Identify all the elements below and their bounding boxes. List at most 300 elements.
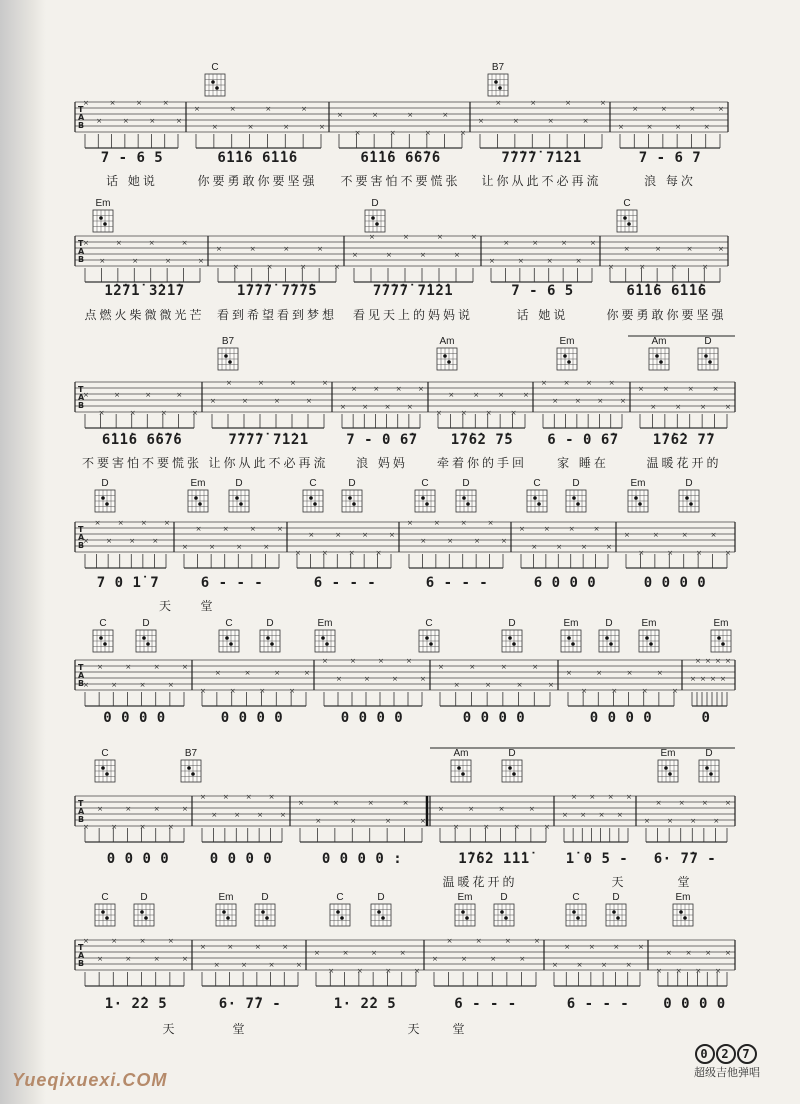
chord-label: B7	[184, 748, 198, 759]
fret-mark: ×	[232, 263, 239, 271]
measure-lyrics: 天	[158, 599, 174, 613]
measure-lyrics: 天	[611, 875, 627, 889]
fret-mark: ×	[153, 805, 160, 813]
fret-mark: ×	[210, 397, 216, 405]
fret-mark: ×	[258, 379, 264, 387]
chord-label: D	[462, 478, 470, 489]
fret-mark: ×	[83, 239, 89, 247]
chord-finger-dot	[225, 636, 229, 640]
fret-mark: ×	[352, 251, 358, 259]
fret-mark: ×	[620, 397, 626, 405]
chord-finger-dot	[375, 222, 379, 226]
fret-mark: ×	[234, 811, 241, 819]
fret-mark: ×	[490, 955, 497, 963]
chord-finger-dot	[340, 916, 344, 920]
chord-finger-dot	[103, 642, 107, 646]
fret-mark: ×	[364, 675, 370, 683]
chord-label: Em	[641, 618, 657, 629]
fret-mark: ×	[162, 99, 169, 107]
tab-clef-letter: A	[78, 533, 85, 542]
measure-notes: 7̇7̇7̇7̇ 7̇1̇2̇1	[372, 283, 454, 299]
fret-mark: ×	[247, 123, 254, 131]
fret-mark: ×	[580, 811, 587, 819]
fret-mark: ×	[198, 257, 204, 265]
fret-mark: ×	[460, 519, 467, 527]
chord-finger-dot	[144, 916, 148, 920]
chord-finger-dot	[689, 502, 693, 506]
chord-finger-dot	[270, 642, 274, 646]
chord-label: C	[99, 618, 107, 629]
fret-mark: ×	[593, 525, 600, 533]
chord-finger-dot	[191, 772, 195, 776]
fret-mark: ×	[334, 263, 340, 271]
fret-mark: ×	[407, 519, 413, 527]
fret-mark: ×	[96, 117, 103, 125]
chord-finger-dot	[105, 502, 109, 506]
measure-lyrics: 温暖花开的	[442, 875, 518, 889]
chord-label: Em	[218, 892, 234, 903]
chord-finger-dot	[229, 642, 233, 646]
chord-finger-dot	[605, 636, 609, 640]
page-digit: 2	[716, 1044, 736, 1064]
measure-lyrics: 天	[162, 1022, 178, 1036]
fret-mark: ×	[606, 543, 612, 551]
fret-mark: ×	[295, 549, 301, 557]
tab-clef-letter: T	[78, 663, 84, 672]
fret-mark: ×	[690, 675, 696, 683]
fret-mark: ×	[446, 937, 453, 945]
fret-mark: ×	[213, 961, 220, 969]
chord-finger-dot	[638, 502, 642, 506]
fret-mark: ×	[644, 817, 650, 825]
fret-mark: ×	[667, 549, 674, 557]
tab-clef-letter: B	[78, 255, 85, 264]
fret-mark: ×	[701, 799, 708, 807]
measure-lyrics: 你要勇敢你要坚强	[606, 308, 727, 322]
fret-mark: ×	[249, 525, 256, 533]
measure-notes: 6̇1̇1̇6 6̇6̇7̇6	[360, 150, 441, 166]
chord-label: D	[371, 198, 379, 209]
fret-mark: ×	[487, 519, 494, 527]
chord-label: Em	[317, 618, 333, 629]
chord-finger-dot	[512, 642, 516, 646]
fret-mark: ×	[304, 669, 310, 677]
fret-mark: ×	[259, 687, 266, 695]
tab-clef-letter: A	[78, 951, 85, 960]
fret-mark: ×	[367, 799, 374, 807]
fret-mark: ×	[608, 263, 614, 271]
fret-mark: ×	[125, 955, 132, 963]
chord-finger-dot	[443, 354, 447, 358]
fret-mark: ×	[378, 657, 384, 665]
fret-mark: ×	[274, 397, 280, 405]
chord-finger-dot	[142, 636, 146, 640]
fret-mark: ×	[448, 391, 455, 399]
fret-mark: ×	[268, 793, 275, 801]
fret-mark: ×	[601, 961, 608, 969]
chord-finger-dot	[371, 216, 375, 220]
chord-label: D	[705, 748, 713, 759]
fret-mark: ×	[696, 549, 703, 557]
fret-mark: ×	[97, 955, 104, 963]
fret-mark: ×	[475, 937, 482, 945]
fret-mark: ×	[319, 123, 325, 131]
fret-mark: ×	[420, 675, 426, 683]
fret-mark: ×	[571, 793, 578, 801]
fret-mark: ×	[314, 949, 320, 957]
fret-mark: ×	[618, 123, 624, 131]
fret-mark: ×	[418, 385, 424, 393]
fret-mark: ×	[99, 257, 106, 265]
chord-label: D	[377, 892, 385, 903]
chord-finger-dot	[99, 216, 103, 220]
fret-mark: ×	[268, 961, 275, 969]
measure-lyrics: 看见天上的妈妈说	[352, 308, 473, 322]
chord-finger-dot	[105, 772, 109, 776]
fret-mark: ×	[638, 385, 644, 393]
fret-mark: ×	[626, 669, 633, 677]
fret-mark: ×	[433, 519, 440, 527]
chord-label: Em	[660, 748, 676, 759]
fret-mark: ×	[715, 657, 721, 665]
chord-finger-dot	[709, 772, 713, 776]
chord-label: C	[101, 748, 109, 759]
chord-label: Em	[190, 478, 206, 489]
chord-label: D	[685, 478, 693, 489]
chord-label: D	[508, 748, 516, 759]
fret-mark: ×	[280, 811, 286, 819]
fret-mark: ×	[254, 943, 261, 951]
fret-mark: ×	[608, 379, 615, 387]
fret-mark: ×	[149, 117, 156, 125]
fret-mark: ×	[83, 681, 89, 689]
chord-finger-dot	[634, 496, 638, 500]
measure-notes: 0 0 0 0	[103, 710, 166, 726]
tab-clef-letter: A	[78, 393, 85, 402]
fret-mark: ×	[140, 519, 147, 527]
chord-finger-dot	[239, 502, 243, 506]
measure-notes: 1̇7̇7̇7̇ 7̇7̇7̇5	[236, 283, 318, 299]
fret-mark: ×	[139, 681, 146, 689]
fret-mark: ×	[700, 403, 707, 411]
fret-mark: ×	[371, 949, 378, 957]
fret-mark: ×	[478, 117, 484, 125]
chord-label: C	[421, 478, 429, 489]
fret-mark: ×	[129, 409, 136, 417]
fret-mark: ×	[350, 817, 357, 825]
measure-notes: 6 - - -	[425, 575, 489, 591]
fret-mark: ×	[713, 817, 720, 825]
measure-lyrics: 浪 妈妈	[356, 456, 408, 470]
chord-finger-dot	[222, 910, 226, 914]
fret-mark: ×	[582, 117, 589, 125]
fret-mark: ×	[442, 111, 449, 119]
fret-mark: ×	[290, 379, 296, 387]
measure-notes: 7̇7̇7̇7̇ 7̇1̇2̇1	[501, 150, 582, 166]
measure-notes: 0 0 0 0	[663, 996, 726, 1012]
fret-mark: ×	[97, 663, 104, 671]
chord-label: C	[623, 198, 631, 209]
fret-mark: ×	[200, 687, 206, 695]
chord-finger-dot	[425, 636, 429, 640]
fret-mark: ×	[720, 675, 726, 683]
fret-mark: ×	[495, 99, 502, 107]
chord-finger-dot	[664, 766, 668, 770]
chord-label: C	[101, 892, 109, 903]
fret-mark: ×	[98, 409, 105, 417]
fret-mark: ×	[596, 669, 603, 677]
fret-mark: ×	[625, 961, 632, 969]
fret-mark: ×	[660, 105, 667, 113]
chord-label: Em	[457, 892, 473, 903]
chord-label: Em	[559, 336, 575, 347]
fret-mark: ×	[655, 245, 662, 253]
fret-mark: ×	[257, 811, 264, 819]
tab-clef-letter: B	[78, 121, 85, 130]
fret-mark: ×	[389, 129, 396, 137]
chord-label: D	[612, 892, 620, 903]
chord-finger-dot	[512, 772, 516, 776]
fret-mark: ×	[725, 549, 731, 557]
fret-mark: ×	[547, 117, 554, 125]
chord-label: Em	[95, 198, 111, 209]
chord-finger-dot	[645, 636, 649, 640]
chord-finger-dot	[576, 916, 580, 920]
measure-notes: 1̇7̇6̇2 1̇1̇1̇	[458, 851, 530, 867]
chord-finger-dot	[466, 502, 470, 506]
fret-mark: ×	[474, 537, 481, 545]
fret-mark: ×	[194, 105, 200, 113]
chord-finger-dot	[612, 910, 616, 914]
chord-label: D	[704, 336, 712, 347]
measure-lyrics: 不要害怕不要慌张	[82, 456, 202, 470]
chord-finger-dot	[508, 766, 512, 770]
fret-mark: ×	[337, 111, 343, 119]
fret-mark: ×	[322, 657, 328, 665]
chord-label: D	[235, 478, 243, 489]
chord-finger-dot	[572, 496, 576, 500]
chord-label: D	[266, 618, 274, 629]
fret-mark: ×	[362, 531, 369, 539]
measure-lyrics: 不要害怕不要慌张	[340, 174, 461, 188]
measure-lyrics: 话 她说	[516, 308, 569, 322]
chord-finger-dot	[325, 642, 329, 646]
measure-notes: 6̇1̇1̇6 6̇6̇7̇6	[101, 432, 183, 448]
fret-mark: ×	[485, 681, 492, 689]
fret-mark: ×	[624, 531, 630, 539]
fret-mark: ×	[532, 663, 539, 671]
fret-mark: ×	[485, 409, 492, 417]
fret-mark: ×	[597, 397, 604, 405]
tab-clef-letter: B	[78, 959, 85, 968]
fret-mark: ×	[670, 263, 677, 271]
measure-lyrics: 天	[407, 1022, 423, 1036]
fret-mark: ×	[399, 949, 406, 957]
chord-label: D	[142, 618, 150, 629]
chord-finger-dot	[425, 502, 429, 506]
fret-mark: ×	[153, 663, 160, 671]
measure-notes: 0 0 0 0	[340, 710, 404, 726]
chord-finger-dot	[352, 502, 356, 506]
fret-mark: ×	[200, 943, 206, 951]
chord-label: C	[309, 478, 317, 489]
fret-mark: ×	[277, 525, 283, 533]
fret-mark: ×	[336, 675, 342, 683]
fret-mark: ×	[83, 99, 89, 107]
fret-mark: ×	[541, 379, 547, 387]
fret-mark: ×	[718, 105, 724, 113]
fret-mark: ×	[122, 117, 129, 125]
fret-mark: ×	[139, 937, 146, 945]
chord-finger-dot	[465, 916, 469, 920]
fret-mark: ×	[229, 687, 236, 695]
tab-clef-letter: B	[78, 679, 85, 688]
fret-mark: ×	[686, 245, 693, 253]
fret-mark: ×	[373, 385, 380, 393]
fret-mark: ×	[687, 385, 694, 393]
measure-lyrics: 牵着你的手回	[436, 456, 527, 470]
fret-mark: ×	[565, 99, 572, 107]
fret-mark: ×	[681, 531, 688, 539]
tab-clef-letter: T	[78, 525, 84, 534]
fret-mark: ×	[211, 123, 218, 131]
measure-notes: 6 - - -	[313, 575, 377, 591]
fret-mark: ×	[214, 669, 221, 677]
fret-mark: ×	[574, 397, 581, 405]
fret-mark: ×	[712, 385, 719, 393]
fret-mark: ×	[165, 257, 172, 265]
fret-mark: ×	[160, 409, 167, 417]
fret-mark: ×	[718, 245, 724, 253]
chord-finger-dot	[533, 496, 537, 500]
fret-mark: ×	[200, 793, 206, 801]
fret-mark: ×	[675, 123, 682, 131]
fret-mark: ×	[552, 961, 558, 969]
fret-mark: ×	[209, 543, 216, 551]
chord-label: Em	[713, 618, 729, 629]
fret-mark: ×	[328, 967, 335, 975]
measure-notes: 7 - 6 5	[511, 283, 574, 299]
fret-mark: ×	[453, 681, 460, 689]
fret-mark: ×	[111, 823, 118, 831]
fret-mark: ×	[414, 967, 420, 975]
fret-mark: ×	[167, 823, 174, 831]
tab-clef-letter: A	[78, 247, 85, 256]
fret-mark: ×	[501, 537, 507, 545]
fret-mark: ×	[424, 129, 431, 137]
fret-mark: ×	[626, 793, 632, 801]
measure-notes: 6 0 0 0	[533, 575, 597, 591]
fret-mark: ×	[139, 823, 146, 831]
chord-label: C	[336, 892, 344, 903]
fret-mark: ×	[83, 823, 89, 831]
measure-notes: 6· 7̇7 -	[218, 996, 282, 1012]
fret-mark: ×	[461, 955, 468, 963]
fret-mark: ×	[725, 799, 731, 807]
chord-finger-dot	[105, 916, 109, 920]
fret-mark: ×	[517, 257, 524, 265]
fret-mark: ×	[227, 943, 234, 951]
tab-clef-letter: A	[78, 807, 85, 816]
chord-finger-dot	[194, 496, 198, 500]
chord-finger-dot	[567, 636, 571, 640]
fret-mark: ×	[236, 543, 243, 551]
chord-label: Em	[675, 892, 691, 903]
fret-mark: ×	[289, 687, 296, 695]
fret-mark: ×	[222, 525, 229, 533]
measure-lyrics: 看到希望看到梦想	[216, 308, 337, 322]
fret-mark: ×	[132, 257, 139, 265]
fret-mark: ×	[705, 949, 712, 957]
fret-mark: ×	[543, 525, 550, 533]
fret-mark: ×	[114, 391, 121, 399]
fret-mark: ×	[611, 687, 618, 695]
tab-clef-letter: T	[78, 385, 84, 394]
fret-mark: ×	[153, 955, 160, 963]
fret-mark: ×	[530, 99, 537, 107]
fret-mark: ×	[222, 793, 229, 801]
fret-mark: ×	[350, 657, 356, 665]
chord-label: C	[225, 618, 233, 629]
chord-finger-dot	[537, 502, 541, 506]
fret-mark: ×	[83, 391, 89, 399]
fret-mark: ×	[689, 105, 696, 113]
fret-mark: ×	[504, 937, 511, 945]
measure-notes: 0 0 0 0	[106, 851, 170, 867]
chord-label: Am	[651, 336, 667, 347]
fret-mark: ×	[211, 811, 218, 819]
chord-finger-dot	[261, 910, 265, 914]
fret-mark: ×	[503, 239, 510, 247]
chord-finger-dot	[708, 360, 712, 364]
fret-mark: ×	[639, 263, 646, 271]
chord-finger-dot	[705, 766, 709, 770]
chord-finger-dot	[572, 910, 576, 914]
fret-mark: ×	[498, 805, 505, 813]
measure-lyrics: 浪 每次	[644, 174, 696, 188]
chord-finger-dot	[336, 910, 340, 914]
fret-mark: ×	[407, 111, 414, 119]
chord-label: D	[500, 892, 508, 903]
chord-label: Em	[630, 478, 646, 489]
fret-mark: ×	[523, 391, 529, 399]
chord-finger-dot	[571, 642, 575, 646]
fret-mark: ×	[568, 525, 575, 533]
fret-mark: ×	[342, 949, 349, 957]
fret-mark: ×	[725, 657, 731, 665]
fret-mark: ×	[566, 669, 572, 677]
fret-mark: ×	[335, 531, 342, 539]
chord-finger-dot	[461, 772, 465, 776]
chord-label: C	[572, 892, 580, 903]
fret-mark: ×	[460, 129, 466, 137]
fret-mark: ×	[216, 245, 222, 253]
fret-mark: ×	[638, 549, 645, 557]
chord-label: B7	[491, 62, 505, 73]
fret-mark: ×	[384, 403, 391, 411]
chord-finger-dot	[567, 360, 571, 364]
fret-mark: ×	[432, 955, 438, 963]
fret-mark: ×	[471, 233, 477, 241]
chord-label: D	[140, 892, 148, 903]
fret-mark: ×	[308, 531, 315, 539]
chord-finger-dot	[683, 916, 687, 920]
measure-notes: 1̇2̇7̇1̇ 3̇2̇1̇7	[104, 283, 185, 299]
fret-mark: ×	[632, 105, 639, 113]
chord-finger-dot	[609, 642, 613, 646]
fret-mark: ×	[167, 937, 174, 945]
fret-mark: ×	[556, 543, 563, 551]
